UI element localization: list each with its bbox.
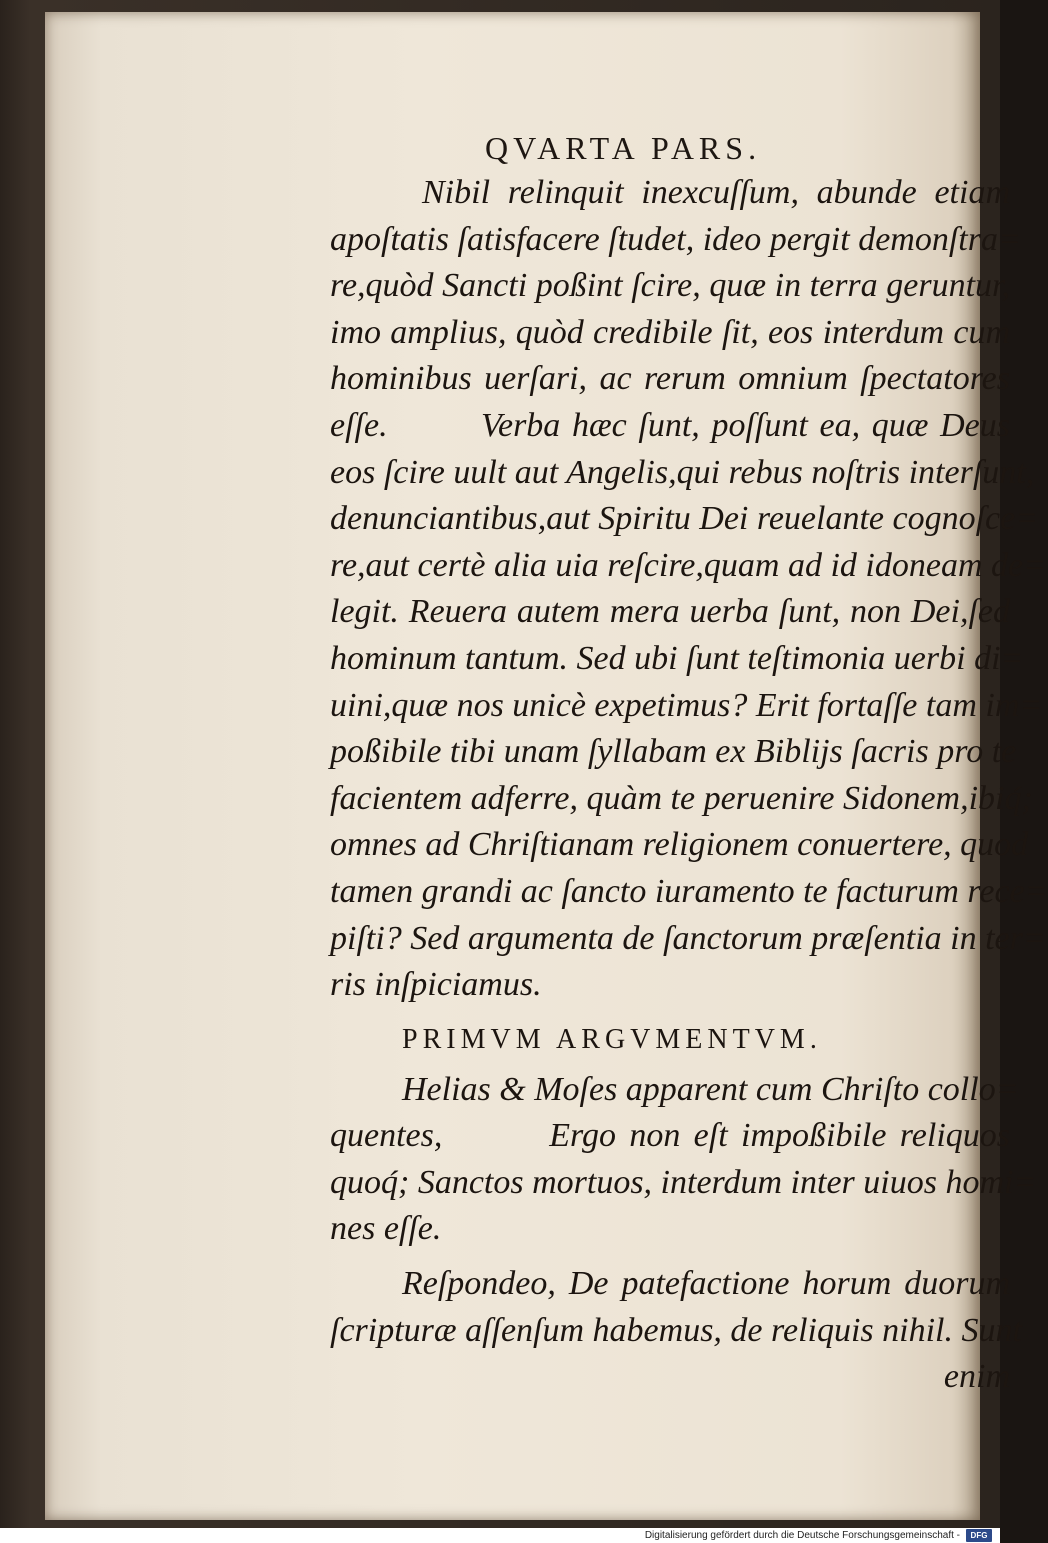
- text-line: piſti? Sed argumenta de ſanctorum præſentia in ter=: [330, 919, 1046, 957]
- text-line: ſcripturæ aſſenſum habemus, de reliquis nihil. Sunt: [330, 1311, 1022, 1349]
- text-line: quoq́; Sanctos mortuos, interdum inter uiuos homi=: [330, 1163, 1037, 1201]
- text-line: Nibil relinquit inexcuſſum, abunde etiam: [422, 174, 1010, 211]
- text-block: [330, 170, 1048, 1401]
- footer-strip: [0, 1528, 1000, 1543]
- text-line: facientem adferre, quàm te peruenire Sidonem,ibiq́;: [330, 779, 1033, 817]
- text-line: ris inſpiciamus.: [330, 966, 542, 1004]
- text-line: legit. Reuera autem mera uerba ſunt, non Dei,ſed: [330, 593, 1010, 631]
- book-page: [45, 12, 1048, 1520]
- text-line: nes eſſe.: [330, 1210, 442, 1248]
- text-line: re,quòd Sancti poßint ſcire, quæ in terra geruntur,: [330, 267, 1010, 305]
- text-line: denunciantibus,aut Spiritu Dei reuelante cognoſce=: [330, 500, 1039, 538]
- text-line: apoſtatis ſatisfacere ſtudet, ideo pergit demonſtra=: [330, 220, 1021, 258]
- text-line: tamen grandi ac ſancto iuramento te facturum rece=: [330, 872, 1048, 910]
- text-line: eſſe. Verba hæc ſunt, poſſunt ea, quæ Deus: [330, 406, 1010, 444]
- text-line: re,aut certè alia uia reſcire,quam ad id idoneam de=: [330, 546, 1047, 584]
- text-line: hominibus uerſari, ac rerum omnium ſpectatores: [330, 360, 1010, 398]
- text-line: hominum tantum. Sed ubi ſunt teſtimonia uerbi di=: [330, 639, 1024, 677]
- text-line: imo amplius, quòd credibile ſit, eos interdum cum: [330, 313, 1010, 351]
- text-line: eos ſcire uult aut Angelis,qui rebus noſtris interſunt,: [330, 453, 1035, 491]
- dfg-logo: DFG: [966, 1529, 992, 1542]
- footer-credit: Digitalisierung gefördert durch die Deutsche Forschungsgemeinschaft -: [644, 1530, 960, 1541]
- section-heading: PRIMVM ARGVMENTVM.: [402, 1023, 822, 1055]
- text-line: omnes ad Chriſtianam religionem conuertere, quod: [330, 826, 1029, 864]
- text-line: uini,quæ nos unicè expetimus? Erit fortaſſe tam im=: [330, 686, 1043, 724]
- text-line: poßibile tibi unam ſyllabam ex Biblijs ſacris pro te: [330, 733, 1017, 771]
- text-line: Reſpondeo, De patefactione horum duorum: [402, 1265, 1010, 1303]
- running-head: QVARTA PARS.: [485, 130, 762, 166]
- text-line: quentes, Ergo non eſt impoßibile reliquos: [330, 1117, 1010, 1155]
- catchword: enim: [943, 1358, 1010, 1396]
- text-line: Helias & Moſes apparent cum Chriſto collo=: [402, 1070, 1019, 1108]
